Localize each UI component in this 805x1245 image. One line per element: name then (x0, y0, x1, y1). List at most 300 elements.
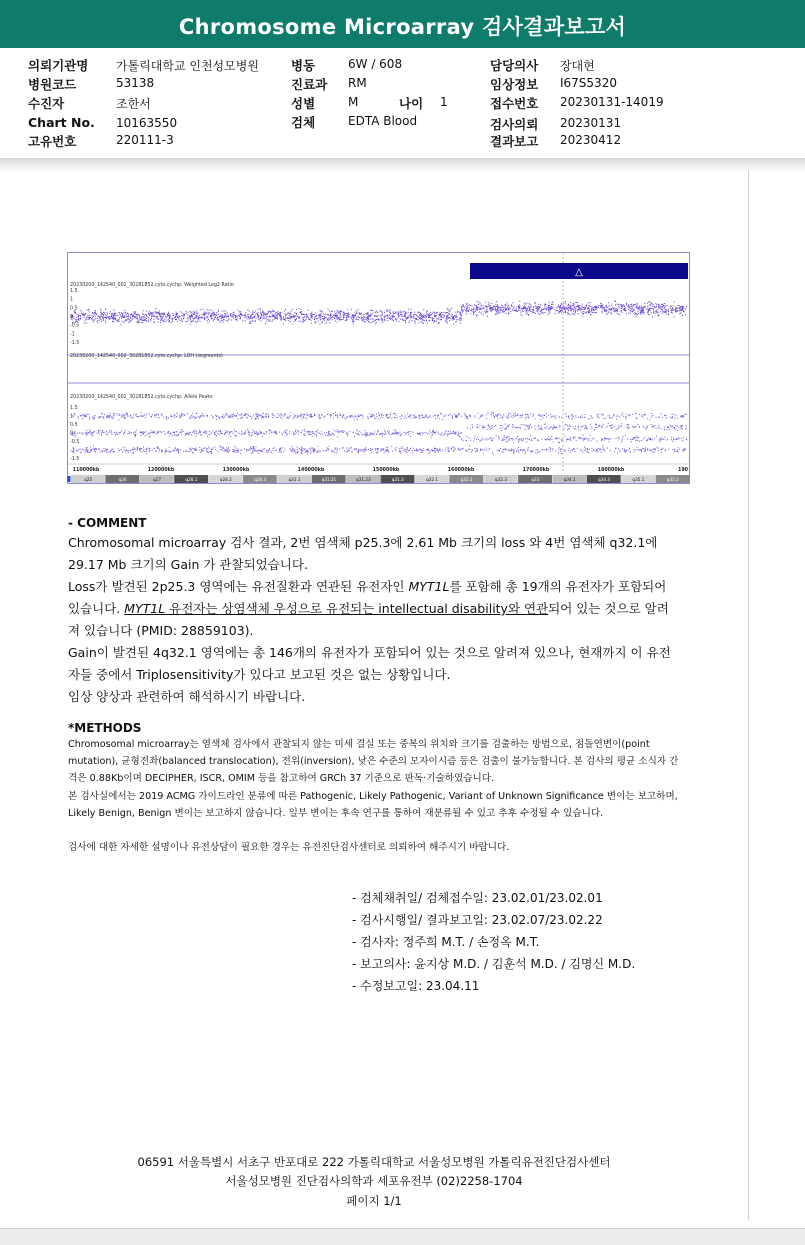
allele-point (257, 432, 258, 433)
allele-point (104, 414, 105, 415)
allele-point (194, 433, 195, 434)
allele-point (337, 414, 338, 415)
allele-point (410, 448, 411, 449)
allele-point (152, 431, 153, 432)
log2-point (188, 320, 189, 321)
log2-point (113, 316, 114, 317)
allele-point (367, 434, 368, 435)
log2-point (611, 304, 612, 305)
allele-point (357, 430, 358, 431)
log2-point (207, 316, 208, 317)
log2-point (275, 313, 276, 314)
log2-point (530, 311, 531, 312)
allele-point (518, 439, 519, 440)
log2-point (574, 306, 575, 307)
log2-point (235, 318, 236, 319)
allele-point (358, 451, 359, 452)
allele-point (355, 448, 356, 449)
allele-point (93, 445, 94, 446)
allele-point (554, 416, 555, 417)
log2-point (339, 315, 340, 316)
allele-point (346, 448, 347, 449)
log2-point (157, 318, 158, 319)
allele-point (509, 449, 510, 450)
allele-point (423, 448, 424, 449)
log2-point (398, 315, 399, 316)
log2-point (337, 310, 338, 311)
allele-point (178, 434, 179, 435)
log2-point (262, 310, 263, 311)
log2-point (75, 319, 76, 320)
allele-point (88, 432, 89, 433)
allele-point (422, 433, 423, 434)
allele-point (194, 432, 195, 433)
allele-point (327, 447, 328, 448)
allele-point (127, 413, 128, 414)
allele-point (565, 424, 566, 425)
log2-point (535, 302, 536, 303)
log2-point (507, 307, 508, 308)
label-unique-no: 고유번호 (28, 132, 76, 150)
allele-point (376, 452, 377, 453)
log2-point (248, 316, 249, 317)
allele-point (172, 416, 173, 417)
allele-point (576, 440, 577, 441)
allele-point (109, 417, 110, 418)
log2-point (608, 312, 609, 313)
log2-point (397, 314, 398, 315)
log2-point (273, 315, 274, 316)
allele-point (392, 433, 393, 434)
log2-point (183, 314, 184, 315)
log2-point (497, 306, 498, 307)
log2-point (621, 304, 622, 305)
log2-point (215, 315, 216, 316)
allele-point (337, 436, 338, 437)
log2-point (604, 311, 605, 312)
allele-point (516, 451, 517, 452)
log2-point (177, 316, 178, 317)
allele-point (456, 417, 457, 418)
log2-point (631, 306, 632, 307)
allele-point (258, 418, 259, 419)
allele-point (297, 430, 298, 431)
log2-point (211, 310, 212, 311)
log2-point (160, 317, 161, 318)
log2-point (321, 313, 322, 314)
label-department: 진료과 (291, 75, 327, 93)
log2-point (211, 315, 212, 316)
log2-point (280, 319, 281, 320)
allele-point (427, 433, 428, 434)
log2-point (679, 305, 680, 306)
allele-point (559, 438, 560, 439)
log2-point (626, 304, 627, 305)
allele-point (180, 449, 181, 450)
allele-point (435, 418, 436, 419)
log2-point (161, 319, 162, 320)
allele-point (92, 435, 93, 436)
log2-point (78, 318, 79, 319)
log2-point (465, 310, 466, 311)
log2-point (263, 313, 264, 314)
log2-point (525, 304, 526, 305)
allele-point (131, 432, 132, 433)
log2-point (425, 315, 426, 316)
log2-point (377, 312, 378, 313)
allele-point (254, 433, 255, 434)
log2-point (633, 306, 634, 307)
allele-point (340, 415, 341, 416)
allele-point (622, 448, 623, 449)
allele-point (538, 425, 539, 426)
log2-point (652, 317, 653, 318)
log2-point (568, 313, 569, 314)
log2-point (347, 315, 348, 316)
log2-point (255, 321, 256, 322)
allele-point (555, 451, 556, 452)
allele-point (582, 414, 583, 415)
allele-point (609, 415, 610, 416)
log2-point (395, 319, 396, 320)
log2-point (653, 311, 654, 312)
allele-point (501, 430, 502, 431)
log2-point (343, 319, 344, 320)
log2-point (416, 318, 417, 319)
log2-point (336, 315, 337, 316)
allele-point (508, 424, 509, 425)
allele-point (181, 434, 182, 435)
log2-point (320, 310, 321, 311)
allele-point (591, 440, 592, 441)
allele-point (183, 413, 184, 414)
allele-point (354, 436, 355, 437)
log2-point (567, 312, 568, 313)
allele-point (100, 451, 101, 452)
allele-point (124, 432, 125, 433)
allele-point (81, 433, 82, 434)
log2-point (441, 314, 442, 315)
log2-point (368, 321, 369, 322)
allele-point (161, 415, 162, 416)
allele-point (240, 415, 241, 416)
allele-point (154, 432, 155, 433)
log2-point (573, 314, 574, 315)
log2-point (416, 319, 417, 320)
log2-point (319, 324, 320, 325)
log2-point (391, 316, 392, 317)
log2-point (530, 307, 531, 308)
log2-point (296, 309, 297, 310)
log2-point (157, 316, 158, 317)
log2-point (572, 313, 573, 314)
log2-point (393, 316, 394, 317)
log2-point (641, 307, 642, 308)
title-bar (0, 0, 805, 48)
log2-point (105, 314, 106, 315)
allele-point (619, 449, 620, 450)
allele-point (136, 430, 137, 431)
allele-point (284, 431, 285, 432)
log2-point (174, 317, 175, 318)
allele-point (174, 449, 175, 450)
log2-point (84, 320, 85, 321)
allele-point (527, 449, 528, 450)
allele-point (685, 425, 686, 426)
log2-point (444, 315, 445, 316)
log2-point (396, 320, 397, 321)
log2-point (496, 311, 497, 312)
allele-point (303, 417, 304, 418)
log2-point (488, 304, 489, 305)
log2-point (164, 314, 165, 315)
allele-point (442, 450, 443, 451)
allele-point (133, 417, 134, 418)
allele-point (601, 439, 602, 440)
log2-point (367, 314, 368, 315)
allele-point (494, 426, 495, 427)
allele-point (548, 429, 549, 430)
log2-point (483, 308, 484, 309)
log2-point (672, 313, 673, 314)
allele-point (601, 451, 602, 452)
allele-point (253, 449, 254, 450)
log2-point (299, 308, 300, 309)
log2-point (151, 316, 152, 317)
log2-point (237, 316, 238, 317)
allele-point (386, 414, 387, 415)
log2-point (426, 314, 427, 315)
log2-point (561, 312, 562, 313)
log2-point (658, 314, 659, 315)
log2-point (268, 320, 269, 321)
log2-point (262, 318, 263, 319)
allele-point (625, 435, 626, 436)
log2-point (475, 309, 476, 310)
log2-point (153, 312, 154, 313)
allele-point (274, 447, 275, 448)
log2-point (266, 316, 267, 317)
allele-point (382, 449, 383, 450)
log2-point (421, 314, 422, 315)
log2-point (653, 308, 654, 309)
allele-point (572, 419, 573, 420)
log2-point (582, 307, 583, 308)
log2-point (423, 323, 424, 324)
log2-point (284, 311, 285, 312)
allele-point (529, 425, 530, 426)
allele-point (395, 413, 396, 414)
allele-point (431, 449, 432, 450)
log2-point (486, 309, 487, 310)
allele-point (374, 432, 375, 433)
allele-point (515, 427, 516, 428)
log2-point (86, 319, 87, 320)
allele-point (575, 437, 576, 438)
log2-point (662, 304, 663, 305)
allele-point (293, 448, 294, 449)
log2-point (381, 311, 382, 312)
allele-point (429, 434, 430, 435)
log2-point (103, 320, 104, 321)
allele-point (538, 452, 539, 453)
log2-point (146, 318, 147, 319)
log2-point (96, 314, 97, 315)
allele-point (222, 417, 223, 418)
log2-point (612, 307, 613, 308)
log2-point (648, 314, 649, 315)
allele-point (332, 433, 333, 434)
allele-point (593, 438, 594, 439)
allele-point (171, 434, 172, 435)
allele-point (477, 450, 478, 451)
allele-point (373, 414, 374, 415)
allele-point (442, 432, 443, 433)
allele-point (309, 434, 310, 435)
allele-point (276, 450, 277, 451)
log2-point (374, 315, 375, 316)
log2-point (449, 313, 450, 314)
log2-point (279, 317, 280, 318)
allele-point (241, 431, 242, 432)
allele-point (536, 450, 537, 451)
allele-point (307, 450, 308, 451)
log2-point (398, 313, 399, 314)
allele-point (672, 449, 673, 450)
log2-point (291, 311, 292, 312)
log2-point (625, 307, 626, 308)
log2-point (490, 306, 491, 307)
log2-point (545, 312, 546, 313)
log2-point (623, 304, 624, 305)
allele-point (546, 448, 547, 449)
allele-point (135, 431, 136, 432)
allele-point (474, 448, 475, 449)
allele-point (327, 414, 328, 415)
log2-point (432, 317, 433, 318)
allele-point (545, 428, 546, 429)
log2-point (427, 310, 428, 311)
allele-point (430, 432, 431, 433)
allele-point (609, 417, 610, 418)
log2-point (429, 315, 430, 316)
log2-point (532, 312, 533, 313)
log2-point (138, 314, 139, 315)
log2-point (303, 314, 304, 315)
allele-point (257, 434, 258, 435)
log2-point (533, 307, 534, 308)
allele-point (671, 437, 672, 438)
log2-point (548, 310, 549, 311)
allele-point (199, 447, 200, 448)
allele-point (121, 417, 122, 418)
allele-point (192, 417, 193, 418)
allele-point (400, 431, 401, 432)
log2-point (377, 315, 378, 316)
allele-point (358, 450, 359, 451)
allele-point (266, 417, 267, 418)
allele-point (137, 447, 138, 448)
log2-point (221, 317, 222, 318)
allele-point (530, 424, 531, 425)
log2-point (574, 314, 575, 315)
log2-point (469, 307, 470, 308)
allele-point (218, 431, 219, 432)
log2-point (436, 312, 437, 313)
log2-point (131, 320, 132, 321)
log2-point (219, 317, 220, 318)
allele-point (575, 426, 576, 427)
allele-point (450, 433, 451, 434)
log2-point (77, 314, 78, 315)
log2-point (285, 317, 286, 318)
allele-point (549, 440, 550, 441)
log2-point (101, 313, 102, 314)
log2-point (496, 314, 497, 315)
log2-point (236, 319, 237, 320)
log2-point (128, 316, 129, 317)
log2-point (401, 316, 402, 317)
allele-point (686, 439, 687, 440)
allele-point (130, 416, 131, 417)
log2-point (159, 314, 160, 315)
allele-point (578, 429, 579, 430)
log2-point (637, 308, 638, 309)
log2-point (522, 315, 523, 316)
log2-point (102, 316, 103, 317)
log2-point (257, 313, 258, 314)
log2-point (647, 308, 648, 309)
allele-point (590, 435, 591, 436)
log2-point (276, 315, 277, 316)
allele-point (231, 414, 232, 415)
allele-point (542, 415, 543, 416)
allele-point (338, 431, 339, 432)
allele-point (674, 451, 675, 452)
allele-point (531, 439, 532, 440)
allele-point (297, 432, 298, 433)
allele-point (453, 431, 454, 432)
log2-point (631, 304, 632, 305)
allele-point (253, 415, 254, 416)
allele-point (395, 450, 396, 451)
log2-point (88, 319, 89, 320)
log2-point (387, 318, 388, 319)
log2-point (275, 317, 276, 318)
allele-point (280, 417, 281, 418)
allele-point (120, 432, 121, 433)
allele-point (122, 415, 123, 416)
log2-point (322, 312, 323, 313)
allele-point (469, 446, 470, 447)
log2-point (590, 314, 591, 315)
allele-point (133, 414, 134, 415)
log2-point (315, 322, 316, 323)
allele-point (359, 449, 360, 450)
allele-point (157, 414, 158, 415)
log2-point (91, 318, 92, 319)
allele-point (293, 417, 294, 418)
allele-point (309, 448, 310, 449)
log2-point (254, 312, 255, 313)
allele-point (500, 448, 501, 449)
log2-point (265, 315, 266, 316)
log2-point (306, 315, 307, 316)
log2-point (271, 311, 272, 312)
log2-point (141, 322, 142, 323)
allele-point (355, 433, 356, 434)
log2-point (172, 313, 173, 314)
